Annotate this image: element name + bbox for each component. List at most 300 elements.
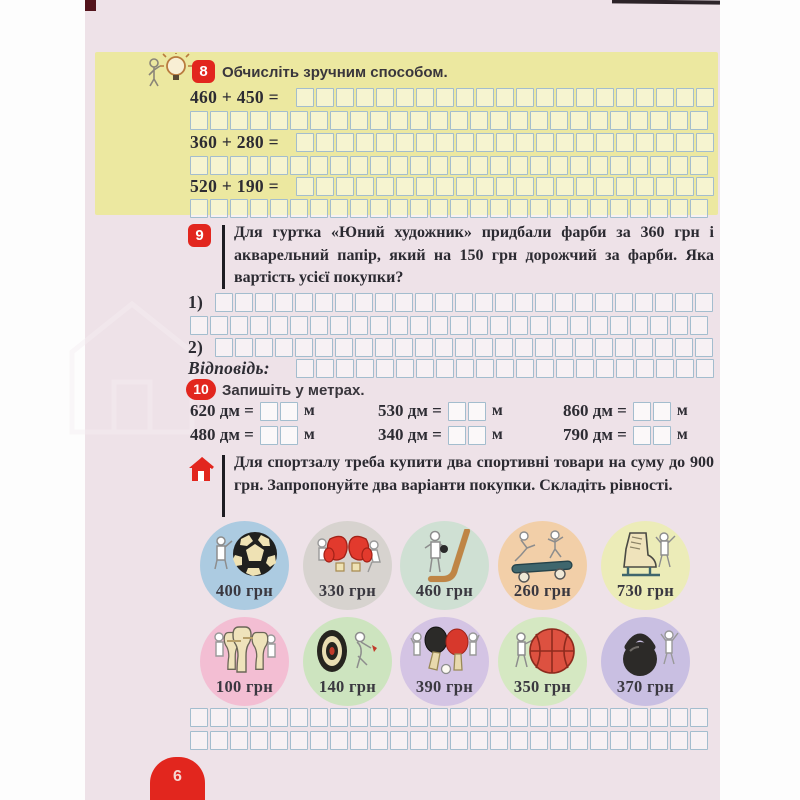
grid-cell[interactable] xyxy=(310,111,328,130)
grid-cell[interactable] xyxy=(575,338,593,357)
grid-cell[interactable] xyxy=(296,359,314,378)
grid-cell[interactable] xyxy=(610,199,628,218)
grid-cell[interactable] xyxy=(335,293,353,312)
grid-cell[interactable] xyxy=(476,88,494,107)
answer-grid[interactable] xyxy=(190,156,708,175)
grid-cell[interactable] xyxy=(515,293,533,312)
grid-cell[interactable] xyxy=(476,133,494,152)
grid-cell[interactable] xyxy=(356,177,374,196)
grid-cell[interactable] xyxy=(536,133,554,152)
grid-cell[interactable] xyxy=(430,316,448,335)
grid-cell[interactable] xyxy=(450,111,468,130)
product-basketball[interactable] xyxy=(498,617,587,706)
answer-grid[interactable] xyxy=(190,731,708,750)
grid-cell[interactable] xyxy=(670,316,688,335)
grid-cell[interactable] xyxy=(395,338,413,357)
grid-cell[interactable] xyxy=(255,338,273,357)
grid-cell[interactable] xyxy=(630,731,648,750)
grid-cell[interactable] xyxy=(510,731,528,750)
grid-cell[interactable] xyxy=(530,731,548,750)
grid-cell[interactable] xyxy=(415,293,433,312)
grid-cell[interactable] xyxy=(210,199,228,218)
answer-grid[interactable] xyxy=(296,133,714,152)
grid-cell[interactable] xyxy=(610,708,628,727)
grid-cell[interactable] xyxy=(695,293,713,312)
grid-cell[interactable] xyxy=(450,731,468,750)
grid-cell[interactable] xyxy=(296,177,314,196)
grid-cell[interactable] xyxy=(653,402,671,421)
grid-cell[interactable] xyxy=(630,316,648,335)
grid-cell[interactable] xyxy=(190,316,208,335)
grid-cell[interactable] xyxy=(650,731,668,750)
grid-cell[interactable] xyxy=(415,338,433,357)
grid-cell[interactable] xyxy=(510,199,528,218)
grid-cell[interactable] xyxy=(396,88,414,107)
grid-cell[interactable] xyxy=(616,88,634,107)
grid-cell[interactable] xyxy=(490,731,508,750)
grid-cell[interactable] xyxy=(530,708,548,727)
grid-cell[interactable] xyxy=(376,359,394,378)
grid-cell[interactable] xyxy=(650,156,668,175)
grid-cell[interactable] xyxy=(396,177,414,196)
grid-cell[interactable] xyxy=(350,156,368,175)
product-table-tennis[interactable] xyxy=(400,617,489,706)
grid-cell[interactable] xyxy=(656,359,674,378)
grid-cell[interactable] xyxy=(616,133,634,152)
grid-cell[interactable] xyxy=(295,338,313,357)
grid-cell[interactable] xyxy=(576,359,594,378)
grid-cell[interactable] xyxy=(435,293,453,312)
answer-box[interactable] xyxy=(260,402,298,421)
grid-cell[interactable] xyxy=(416,359,434,378)
grid-cell[interactable] xyxy=(556,133,574,152)
answer-box[interactable] xyxy=(633,402,671,421)
grid-cell[interactable] xyxy=(350,316,368,335)
grid-cell[interactable] xyxy=(550,316,568,335)
grid-cell[interactable] xyxy=(515,338,533,357)
answer-box[interactable] xyxy=(633,426,671,445)
grid-cell[interactable] xyxy=(390,156,408,175)
grid-cell[interactable] xyxy=(410,156,428,175)
grid-cell[interactable] xyxy=(636,177,654,196)
grid-cell[interactable] xyxy=(230,316,248,335)
grid-cell[interactable] xyxy=(490,316,508,335)
grid-cell[interactable] xyxy=(410,316,428,335)
grid-cell[interactable] xyxy=(290,199,308,218)
grid-cell[interactable] xyxy=(630,708,648,727)
grid-cell[interactable] xyxy=(650,199,668,218)
grid-cell[interactable] xyxy=(490,199,508,218)
grid-cell[interactable] xyxy=(250,731,268,750)
grid-cell[interactable] xyxy=(416,177,434,196)
grid-cell[interactable] xyxy=(570,156,588,175)
grid-cell[interactable] xyxy=(510,156,528,175)
grid-cell[interactable] xyxy=(430,199,448,218)
grid-cell[interactable] xyxy=(336,88,354,107)
grid-cell[interactable] xyxy=(330,731,348,750)
grid-cell[interactable] xyxy=(270,111,288,130)
grid-cell[interactable] xyxy=(550,111,568,130)
grid-cell[interactable] xyxy=(516,359,534,378)
grid-cell[interactable] xyxy=(650,708,668,727)
grid-cell[interactable] xyxy=(316,359,334,378)
grid-cell[interactable] xyxy=(636,133,654,152)
grid-cell[interactable] xyxy=(370,708,388,727)
grid-cell[interactable] xyxy=(410,111,428,130)
answer-grid[interactable] xyxy=(215,338,713,357)
grid-cell[interactable] xyxy=(410,199,428,218)
answer-box[interactable] xyxy=(260,426,298,445)
grid-cell[interactable] xyxy=(590,156,608,175)
grid-cell[interactable] xyxy=(280,402,298,421)
grid-cell[interactable] xyxy=(656,88,674,107)
grid-cell[interactable] xyxy=(596,133,614,152)
grid-cell[interactable] xyxy=(636,359,654,378)
product-boxing-gloves[interactable] xyxy=(303,521,392,610)
grid-cell[interactable] xyxy=(576,177,594,196)
grid-cell[interactable] xyxy=(510,708,528,727)
grid-cell[interactable] xyxy=(215,338,233,357)
grid-cell[interactable] xyxy=(430,111,448,130)
grid-cell[interactable] xyxy=(456,177,474,196)
grid-cell[interactable] xyxy=(636,88,654,107)
grid-cell[interactable] xyxy=(330,199,348,218)
grid-cell[interactable] xyxy=(556,177,574,196)
grid-cell[interactable] xyxy=(315,293,333,312)
grid-cell[interactable] xyxy=(296,133,314,152)
grid-cell[interactable] xyxy=(456,359,474,378)
grid-cell[interactable] xyxy=(510,111,528,130)
grid-cell[interactable] xyxy=(470,199,488,218)
grid-cell[interactable] xyxy=(390,316,408,335)
grid-cell[interactable] xyxy=(356,133,374,152)
grid-cell[interactable] xyxy=(336,359,354,378)
grid-cell[interactable] xyxy=(450,708,468,727)
grid-cell[interactable] xyxy=(476,177,494,196)
grid-cell[interactable] xyxy=(395,293,413,312)
grid-cell[interactable] xyxy=(470,316,488,335)
grid-cell[interactable] xyxy=(336,133,354,152)
grid-cell[interactable] xyxy=(190,708,208,727)
grid-cell[interactable] xyxy=(330,111,348,130)
grid-cell[interactable] xyxy=(448,426,466,445)
grid-cell[interactable] xyxy=(310,708,328,727)
grid-cell[interactable] xyxy=(690,156,708,175)
grid-cell[interactable] xyxy=(570,731,588,750)
grid-cell[interactable] xyxy=(235,338,253,357)
grid-cell[interactable] xyxy=(390,199,408,218)
grid-cell[interactable] xyxy=(315,338,333,357)
grid-cell[interactable] xyxy=(436,133,454,152)
grid-cell[interactable] xyxy=(215,293,233,312)
grid-cell[interactable] xyxy=(596,88,614,107)
grid-cell[interactable] xyxy=(335,338,353,357)
grid-cell[interactable] xyxy=(468,402,486,421)
grid-cell[interactable] xyxy=(416,133,434,152)
grid-cell[interactable] xyxy=(190,156,208,175)
grid-cell[interactable] xyxy=(250,708,268,727)
grid-cell[interactable] xyxy=(435,338,453,357)
grid-cell[interactable] xyxy=(290,316,308,335)
answer-grid[interactable] xyxy=(190,199,708,218)
grid-cell[interactable] xyxy=(550,156,568,175)
grid-cell[interactable] xyxy=(235,293,253,312)
grid-cell[interactable] xyxy=(330,708,348,727)
grid-cell[interactable] xyxy=(330,316,348,335)
grid-cell[interactable] xyxy=(330,156,348,175)
grid-cell[interactable] xyxy=(255,293,273,312)
grid-cell[interactable] xyxy=(376,177,394,196)
grid-cell[interactable] xyxy=(310,199,328,218)
grid-cell[interactable] xyxy=(416,88,434,107)
grid-cell[interactable] xyxy=(190,111,208,130)
grid-cell[interactable] xyxy=(530,316,548,335)
grid-cell[interactable] xyxy=(570,708,588,727)
grid-cell[interactable] xyxy=(370,199,388,218)
grid-cell[interactable] xyxy=(455,293,473,312)
grid-cell[interactable] xyxy=(370,111,388,130)
grid-cell[interactable] xyxy=(450,156,468,175)
grid-cell[interactable] xyxy=(570,111,588,130)
grid-cell[interactable] xyxy=(275,293,293,312)
grid-cell[interactable] xyxy=(496,359,514,378)
grid-cell[interactable] xyxy=(670,156,688,175)
grid-cell[interactable] xyxy=(690,316,708,335)
grid-cell[interactable] xyxy=(230,199,248,218)
grid-cell[interactable] xyxy=(630,199,648,218)
grid-cell[interactable] xyxy=(310,731,328,750)
grid-cell[interactable] xyxy=(615,338,633,357)
grid-cell[interactable] xyxy=(210,156,228,175)
grid-cell[interactable] xyxy=(610,156,628,175)
grid-cell[interactable] xyxy=(676,177,694,196)
grid-cell[interactable] xyxy=(656,177,674,196)
grid-cell[interactable] xyxy=(610,731,628,750)
grid-cell[interactable] xyxy=(390,111,408,130)
grid-cell[interactable] xyxy=(470,111,488,130)
grid-cell[interactable] xyxy=(695,338,713,357)
grid-cell[interactable] xyxy=(190,731,208,750)
grid-cell[interactable] xyxy=(675,293,693,312)
grid-cell[interactable] xyxy=(590,111,608,130)
grid-cell[interactable] xyxy=(290,111,308,130)
grid-cell[interactable] xyxy=(375,338,393,357)
grid-cell[interactable] xyxy=(535,338,553,357)
grid-cell[interactable] xyxy=(590,708,608,727)
grid-cell[interactable] xyxy=(230,111,248,130)
grid-cell[interactable] xyxy=(350,731,368,750)
grid-cell[interactable] xyxy=(230,731,248,750)
grid-cell[interactable] xyxy=(535,293,553,312)
grid-cell[interactable] xyxy=(336,177,354,196)
grid-cell[interactable] xyxy=(436,359,454,378)
grid-cell[interactable] xyxy=(595,293,613,312)
grid-cell[interactable] xyxy=(350,199,368,218)
grid-cell[interactable] xyxy=(676,133,694,152)
grid-cell[interactable] xyxy=(270,708,288,727)
grid-cell[interactable] xyxy=(230,156,248,175)
grid-cell[interactable] xyxy=(635,338,653,357)
grid-cell[interactable] xyxy=(260,426,278,445)
grid-cell[interactable] xyxy=(550,199,568,218)
grid-cell[interactable] xyxy=(696,359,714,378)
grid-cell[interactable] xyxy=(596,359,614,378)
answer-grid[interactable] xyxy=(296,88,714,107)
grid-cell[interactable] xyxy=(396,359,414,378)
grid-cell[interactable] xyxy=(356,88,374,107)
grid-cell[interactable] xyxy=(190,199,208,218)
grid-cell[interactable] xyxy=(210,111,228,130)
grid-cell[interactable] xyxy=(468,426,486,445)
grid-cell[interactable] xyxy=(436,177,454,196)
grid-cell[interactable] xyxy=(555,338,573,357)
grid-cell[interactable] xyxy=(696,88,714,107)
grid-cell[interactable] xyxy=(616,359,634,378)
grid-cell[interactable] xyxy=(590,199,608,218)
grid-cell[interactable] xyxy=(296,88,314,107)
grid-cell[interactable] xyxy=(275,338,293,357)
grid-cell[interactable] xyxy=(596,177,614,196)
answer-box[interactable] xyxy=(448,402,486,421)
answer-grid[interactable] xyxy=(296,359,714,378)
grid-cell[interactable] xyxy=(536,88,554,107)
answer-grid[interactable] xyxy=(190,708,708,727)
grid-cell[interactable] xyxy=(470,156,488,175)
answer-box[interactable] xyxy=(448,426,486,445)
grid-cell[interactable] xyxy=(690,708,708,727)
grid-cell[interactable] xyxy=(350,708,368,727)
grid-cell[interactable] xyxy=(633,426,651,445)
product-hockey-stick[interactable] xyxy=(400,521,489,610)
grid-cell[interactable] xyxy=(370,731,388,750)
grid-cell[interactable] xyxy=(670,731,688,750)
grid-cell[interactable] xyxy=(650,111,668,130)
grid-cell[interactable] xyxy=(210,731,228,750)
grid-cell[interactable] xyxy=(536,359,554,378)
grid-cell[interactable] xyxy=(456,133,474,152)
grid-cell[interactable] xyxy=(655,293,673,312)
grid-cell[interactable] xyxy=(390,708,408,727)
grid-cell[interactable] xyxy=(310,156,328,175)
grid-cell[interactable] xyxy=(656,133,674,152)
grid-cell[interactable] xyxy=(633,402,651,421)
grid-cell[interactable] xyxy=(555,293,573,312)
grid-cell[interactable] xyxy=(375,293,393,312)
grid-cell[interactable] xyxy=(530,111,548,130)
grid-cell[interactable] xyxy=(316,88,334,107)
grid-cell[interactable] xyxy=(495,293,513,312)
grid-cell[interactable] xyxy=(450,316,468,335)
grid-cell[interactable] xyxy=(616,177,634,196)
grid-cell[interactable] xyxy=(430,156,448,175)
grid-cell[interactable] xyxy=(290,708,308,727)
grid-cell[interactable] xyxy=(496,133,514,152)
grid-cell[interactable] xyxy=(310,316,328,335)
product-bowling-pins[interactable] xyxy=(200,617,289,706)
grid-cell[interactable] xyxy=(390,731,408,750)
grid-cell[interactable] xyxy=(430,731,448,750)
grid-cell[interactable] xyxy=(550,708,568,727)
grid-cell[interactable] xyxy=(676,359,694,378)
grid-cell[interactable] xyxy=(670,199,688,218)
grid-cell[interactable] xyxy=(696,177,714,196)
grid-cell[interactable] xyxy=(495,338,513,357)
grid-cell[interactable] xyxy=(516,177,534,196)
grid-cell[interactable] xyxy=(595,338,613,357)
grid-cell[interactable] xyxy=(630,156,648,175)
product-soccer-ball[interactable] xyxy=(200,521,289,610)
grid-cell[interactable] xyxy=(450,199,468,218)
grid-cell[interactable] xyxy=(516,88,534,107)
grid-cell[interactable] xyxy=(690,111,708,130)
grid-cell[interactable] xyxy=(260,402,278,421)
grid-cell[interactable] xyxy=(270,156,288,175)
grid-cell[interactable] xyxy=(410,731,428,750)
grid-cell[interactable] xyxy=(536,177,554,196)
grid-cell[interactable] xyxy=(590,316,608,335)
grid-cell[interactable] xyxy=(280,426,298,445)
grid-cell[interactable] xyxy=(376,88,394,107)
grid-cell[interactable] xyxy=(448,402,466,421)
grid-cell[interactable] xyxy=(676,88,694,107)
grid-cell[interactable] xyxy=(455,338,473,357)
grid-cell[interactable] xyxy=(630,111,648,130)
grid-cell[interactable] xyxy=(370,316,388,335)
grid-cell[interactable] xyxy=(250,316,268,335)
grid-cell[interactable] xyxy=(456,88,474,107)
grid-cell[interactable] xyxy=(490,708,508,727)
answer-grid[interactable] xyxy=(296,177,714,196)
grid-cell[interactable] xyxy=(590,731,608,750)
grid-cell[interactable] xyxy=(550,731,568,750)
grid-cell[interactable] xyxy=(570,199,588,218)
grid-cell[interactable] xyxy=(576,133,594,152)
grid-cell[interactable] xyxy=(496,177,514,196)
grid-cell[interactable] xyxy=(270,316,288,335)
grid-cell[interactable] xyxy=(270,199,288,218)
grid-cell[interactable] xyxy=(430,708,448,727)
grid-cell[interactable] xyxy=(610,316,628,335)
grid-cell[interactable] xyxy=(355,293,373,312)
grid-cell[interactable] xyxy=(356,359,374,378)
grid-cell[interactable] xyxy=(436,88,454,107)
grid-cell[interactable] xyxy=(675,338,693,357)
grid-cell[interactable] xyxy=(475,338,493,357)
grid-cell[interactable] xyxy=(230,708,248,727)
grid-cell[interactable] xyxy=(490,111,508,130)
grid-cell[interactable] xyxy=(250,111,268,130)
grid-cell[interactable] xyxy=(316,177,334,196)
grid-cell[interactable] xyxy=(316,133,334,152)
grid-cell[interactable] xyxy=(650,316,668,335)
product-skateboard[interactable] xyxy=(498,521,587,610)
grid-cell[interactable] xyxy=(410,708,428,727)
grid-cell[interactable] xyxy=(250,156,268,175)
grid-cell[interactable] xyxy=(470,731,488,750)
grid-cell[interactable] xyxy=(355,338,373,357)
grid-cell[interactable] xyxy=(475,293,493,312)
product-darts-target[interactable] xyxy=(303,617,392,706)
grid-cell[interactable] xyxy=(496,88,514,107)
grid-cell[interactable] xyxy=(490,156,508,175)
grid-cell[interactable] xyxy=(575,293,593,312)
grid-cell[interactable] xyxy=(576,88,594,107)
product-kettlebell[interactable] xyxy=(601,617,690,706)
answer-grid[interactable] xyxy=(190,111,708,130)
grid-cell[interactable] xyxy=(530,156,548,175)
grid-cell[interactable] xyxy=(556,88,574,107)
answer-grid[interactable] xyxy=(190,316,708,335)
